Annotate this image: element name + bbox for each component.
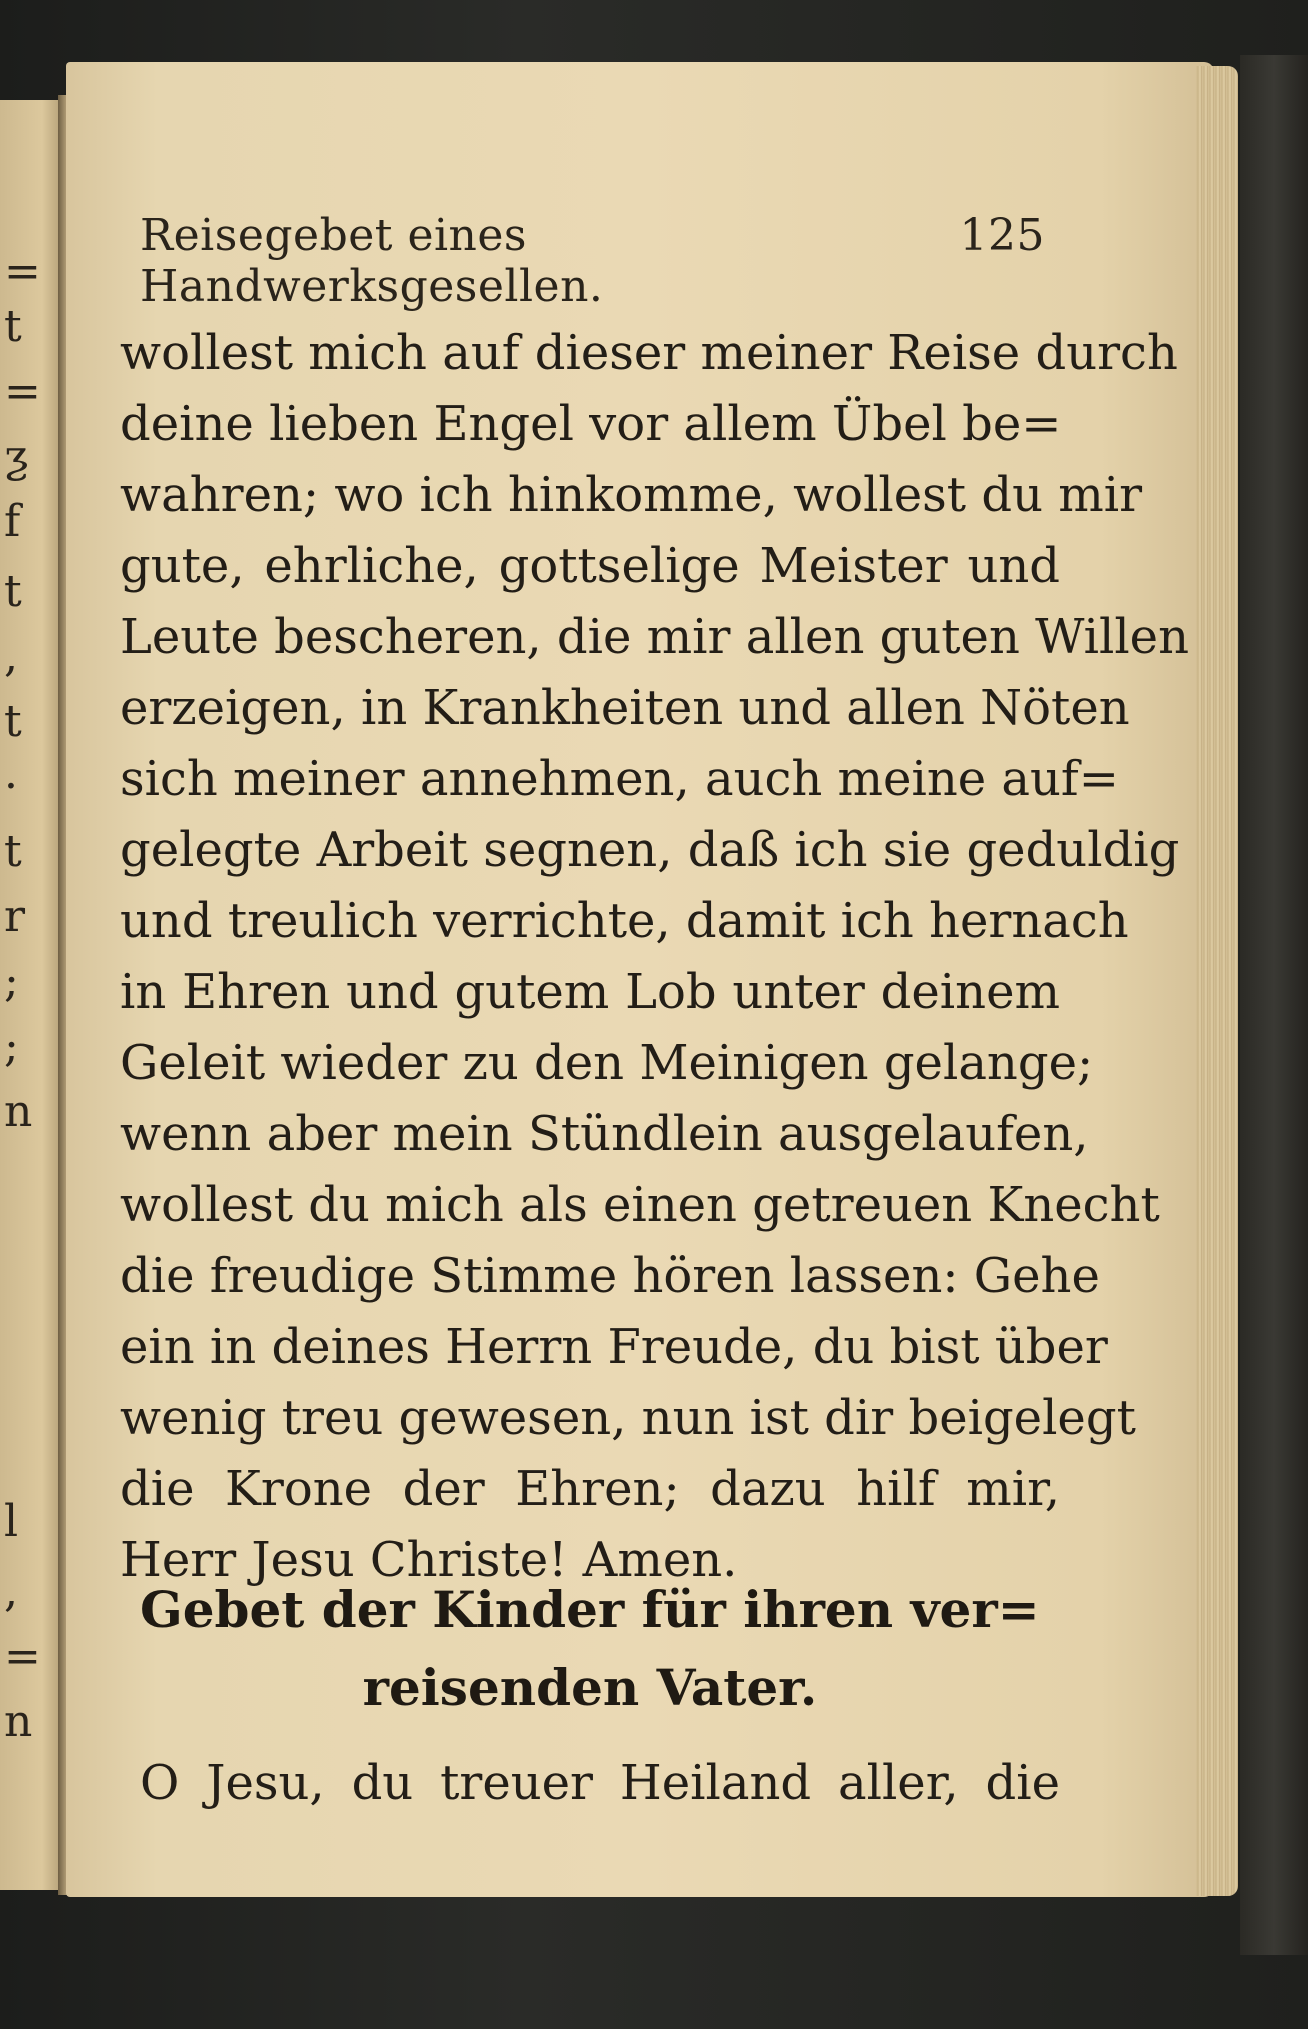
- page-number: 125: [959, 210, 1045, 261]
- left-page-fragment: r: [4, 891, 26, 942]
- left-page-fragment: ƺ: [4, 431, 29, 482]
- left-page-fragment: ;: [4, 1021, 19, 1072]
- text-line: wenig treu gewesen, nun ist dir beigelegt: [120, 1390, 1136, 1446]
- left-page-fragment: n: [4, 1696, 33, 1747]
- left-page-fragment: t: [4, 696, 22, 747]
- text-line: und treulich verrichte, damit ich hernach: [120, 893, 1129, 949]
- section-heading-line-2: reisenden Vater.: [362, 1658, 818, 1717]
- text-line: wenn aber mein Stündlein ausgelaufen,: [120, 1106, 1089, 1162]
- text-line: Leute bescheren, die mir allen guten Willen: [120, 609, 1189, 665]
- prayer-start: [140, 1748, 1060, 1819]
- text-line: deine lieben Engel vor allem Übel be=: [120, 396, 1062, 452]
- section-heading-line-1: Gebet der Kinder für ihren ver=: [140, 1580, 1040, 1639]
- text-line: ein in deines Herrn Freude, du bist über: [120, 1319, 1108, 1375]
- cover-edge: [1240, 55, 1308, 1955]
- text-line: wollest mich auf dieser meiner Reise durch: [120, 325, 1178, 381]
- text-line: Herr Jesu Christe! Amen.: [120, 1532, 738, 1588]
- text-line: Geleit wieder zu den Meinigen gelange;: [120, 1035, 1094, 1091]
- left-page-fragment: t: [4, 301, 22, 352]
- left-page-fragment: n: [4, 1086, 33, 1137]
- left-page-fragment: ,: [4, 631, 18, 682]
- left-page-fragment: f: [4, 496, 21, 547]
- left-page-fragment: =: [4, 1631, 41, 1682]
- text-line: gelegte Arbeit segnen, daß ich sie geduldig: [120, 822, 1180, 878]
- text-line: die Krone der Ehren; dazu hilf mir,: [120, 1461, 1060, 1517]
- left-page-fragment: t: [4, 566, 22, 617]
- left-page-fragment: ,: [4, 1566, 18, 1617]
- left-page-fragment: =: [4, 366, 41, 417]
- text-line: gute, ehrliche, gottselige Meister und: [120, 538, 1060, 594]
- page-stack-edge: [1196, 66, 1238, 1896]
- text-line: die freudige Stimme hören lassen: Gehe: [120, 1248, 1100, 1304]
- text-line: erzeigen, in Krankheiten und allen Nöten: [120, 680, 1130, 736]
- text-line: wahren; wo ich hinkomme, wollest du mir: [120, 467, 1143, 523]
- left-page-fragment: ·: [4, 761, 18, 812]
- running-header: [140, 210, 1045, 312]
- text-line: O Jesu, du treuer Heiland aller, die: [140, 1755, 1060, 1811]
- left-page-fragment: ;: [4, 956, 19, 1007]
- previous-page-edge: [0, 100, 60, 1890]
- text-line: in Ehren und gutem Lob unter deinem: [120, 964, 1060, 1020]
- text-line: wollest du mich als einen getreuen Knecht: [120, 1177, 1160, 1233]
- left-page-fragment: t: [4, 826, 22, 877]
- body-text: [120, 318, 1189, 1596]
- text-line: sich meiner annehmen, auch meine auf=: [120, 751, 1119, 807]
- left-page-fragment: l: [4, 1496, 19, 1547]
- left-page-fragment: =: [4, 246, 41, 297]
- running-title: Reisegebet eines Handwerksgesellen.: [140, 210, 604, 312]
